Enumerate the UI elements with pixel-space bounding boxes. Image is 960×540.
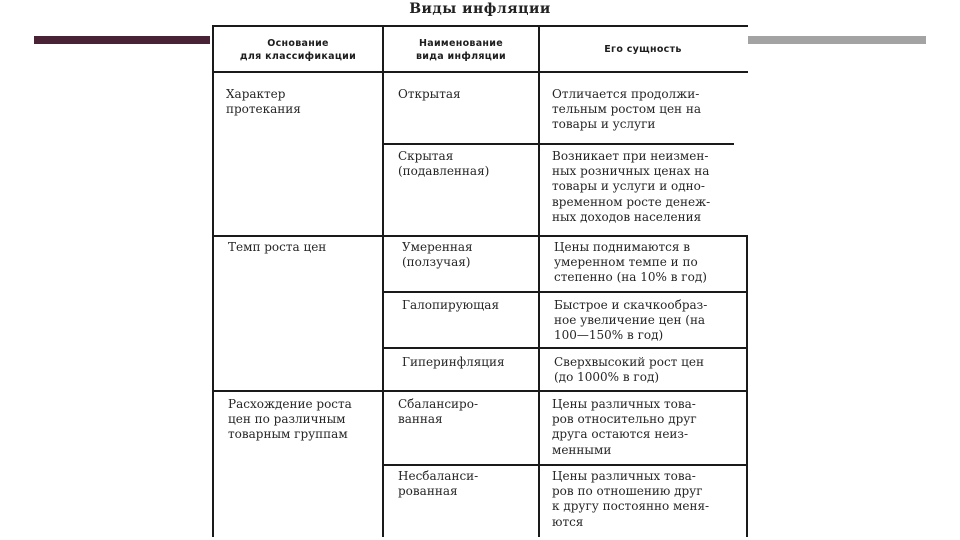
header-basis: Основание для классификации — [239, 38, 357, 62]
essence-cell: Сверхвысокий рост цен (до 1000% в год) — [554, 355, 704, 385]
header-essence: Его сущность — [604, 44, 682, 55]
essence-cell: Отличается продолжи- тельным ростом цен на товары и услуги — [552, 87, 702, 132]
type-name-cell: Гиперинфляция — [402, 355, 505, 369]
inflation-types-table — [212, 25, 748, 537]
essence-cell: Возникает при неизмен- ных розничных ценах на товары и услуги и одно- временном росте денеж- ных доходов населения — [552, 149, 711, 224]
essence-cell: Быстрое и скачкообраз- ное увеличение цен (на 100—150% в год) — [554, 298, 708, 343]
essence-cell: Цены различных това- ров относительно друг друга остаются неиз- менными — [552, 397, 697, 457]
type-name-cell: Скрытая (подавленная) — [398, 149, 490, 179]
page-title: Виды инфляции — [409, 1, 551, 17]
type-name-cell: Открытая — [398, 87, 461, 101]
basis-cell: Расхождение роста цен по различным товарным группам — [228, 397, 352, 442]
essence-cell: Цены поднимаются в умеренном темпе и по степенно (на 10% в год) — [554, 240, 707, 285]
type-name-cell: Сбалансиро- ванная — [398, 397, 479, 427]
essence-cell: Цены различных това- ров по отношению друг к другу постоянно меня- ются — [552, 469, 710, 529]
type-name-cell: Галопирующая — [402, 298, 500, 312]
slide-accent-bar-left — [34, 36, 210, 44]
type-name-cell: Умеренная (ползучая) — [402, 240, 473, 270]
basis-cell: Характер протекания — [226, 87, 301, 117]
header-name: Наименование вида инфляции — [415, 38, 507, 62]
basis-cell: Темп роста цен — [228, 240, 327, 254]
slide-accent-bar-right — [748, 36, 926, 44]
type-name-cell: Несбаланси- рованная — [398, 469, 479, 499]
